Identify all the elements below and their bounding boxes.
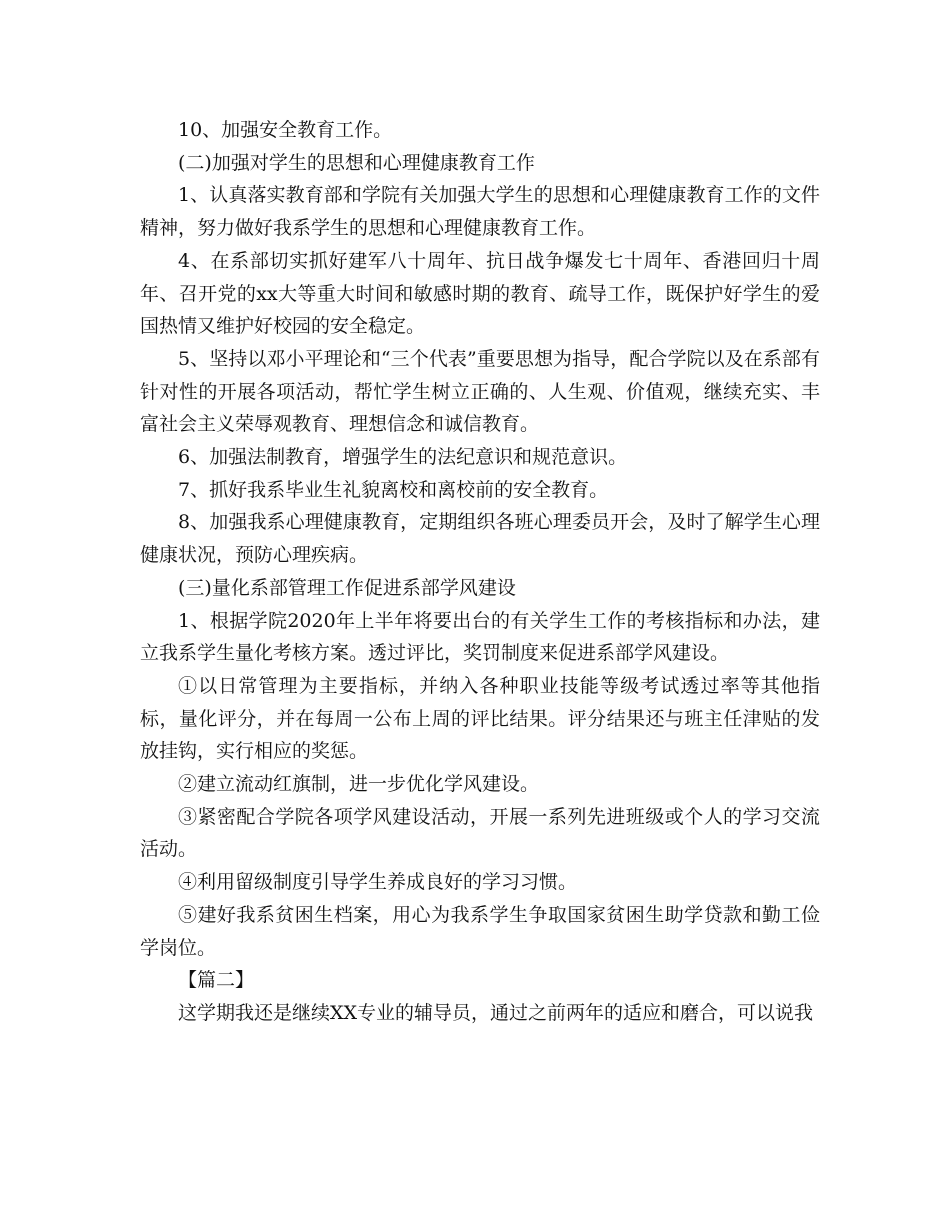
document-body (140, 114, 820, 1030)
paragraph: ④利用留级制度引导学生养成良好的学习习惯。 (178, 871, 578, 894)
paragraph: 6、加强法制教育，增强学生的法纪意识和规范意识。 (178, 446, 628, 469)
paragraph: ⑤建好我系贫困生档案，用心为我系学生争取国家贫困生助学贷款和勤工俭学岗位。 (140, 903, 820, 959)
paragraph: 5、坚持以邓小平理论和“三个代表”重要思想为指导，配合学院以及在系部有针对性的开展各项活动，帮忙学生树立正确的、人生观、价值观，继续充实、丰富社会主义荣辱观教育、理想信念和诚信教育。 (140, 347, 820, 436)
paragraph: 7、抓好我系毕业生礼貌离校和离校前的安全教育。 (178, 478, 609, 501)
paragraph: 这学期我还是继续XX专业的辅导员，通过之前两年的适应和磨合，可以说我 (178, 1001, 814, 1024)
part-heading: 【篇二】 (178, 969, 255, 992)
paragraph: 1、认真落实教育部和学院有关加强大学生的思想和心理健康教育工作的文件精神，努力做好我系学生的思想和心理健康教育工作。 (140, 184, 820, 240)
paragraph: ①以日常管理为主要指标，并纳入各种职业技能等级考试透过率等其他指标，量化评分，并在每周一公布上周的评比结果。评分结果还与班主任津贴的发放挂钩，实行相应的奖惩。 (140, 674, 820, 763)
paragraph: ③紧密配合学院各项学风建设活动，开展一系列先进班级或个人的学习交流活动。 (140, 805, 820, 861)
paragraph: ②建立流动红旗制，进一步优化学风建设。 (178, 773, 540, 796)
paragraph: 8、加强我系心理健康教育，定期组织各班心理委员开会，及时了解学生心理健康状况，预防心理疾病。 (140, 511, 820, 567)
section-heading: (二)加强对学生的思想和心理健康教育工作 (178, 151, 535, 174)
paragraph: 4、在系部切实抓好建军八十周年、抗日战争爆发七十周年、香港回归十周年、召开党的xx大等重大时间和敏感时期的教育、疏导工作，既保护好学生的爱国热情又维护好校园的安全稳定。 (140, 249, 820, 338)
paragraph: 1、根据学院2020年上半年将要出台的有关学生工作的考核指标和办法，建立我系学生量化考核方案。透过评比，奖罚制度来促进系部学风建设。 (140, 609, 820, 665)
section-heading: (三)量化系部管理工作促进系部学风建设 (178, 576, 516, 599)
paragraph: 10、加强安全教育工作。 (178, 119, 393, 141)
